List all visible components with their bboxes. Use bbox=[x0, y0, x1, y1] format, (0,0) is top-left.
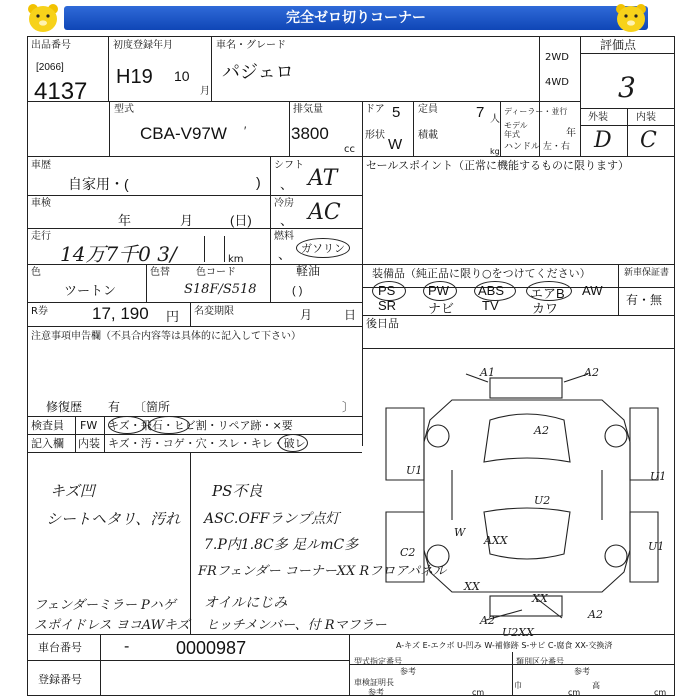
chassis-label: 車台番号 bbox=[38, 641, 82, 654]
diagram-legend: A-キズ E-エクボ U-凹み W-補修跡 S-サビ C-腐食 XX-交換済 bbox=[396, 641, 613, 650]
after-date-label: 後日品 bbox=[366, 317, 399, 330]
registration-month: 10 bbox=[174, 68, 190, 84]
car-damage-diagram bbox=[362, 350, 674, 639]
inspector-row1-items: キズ・飛石・ヒビ割・リペア跡・×要 bbox=[108, 419, 293, 432]
note-right-4: FRフェンダー コーナーXX Rフロアパネル bbox=[198, 564, 447, 579]
shift-label: シフト bbox=[274, 160, 304, 171]
aircon-label: 冷房 bbox=[274, 198, 294, 209]
equip-ps: PS bbox=[378, 283, 396, 298]
color-code-label: 色コード bbox=[196, 267, 236, 278]
dims-height-cm: cm bbox=[654, 688, 667, 697]
load-label: 積載 bbox=[418, 130, 438, 141]
equip-sr: SR bbox=[378, 298, 397, 313]
chassis-number: 0000987 bbox=[176, 638, 247, 658]
model-year-unit: 年 bbox=[566, 128, 576, 139]
exterior-label: 外装 bbox=[588, 112, 608, 123]
usage-label: 車歴 bbox=[31, 160, 51, 171]
displacement-unit: cc bbox=[344, 144, 355, 155]
mark-a2-front: A2 bbox=[584, 366, 599, 379]
repair-value: 有 bbox=[108, 400, 121, 414]
equip-aw: AW bbox=[582, 283, 603, 298]
dims-ref: 参考 bbox=[368, 688, 384, 697]
model-year-sub: 年式 bbox=[504, 130, 520, 139]
fuel-gasoline: ガソリン bbox=[296, 238, 350, 258]
dims-length-label: 車検証明長 bbox=[354, 678, 394, 687]
usage-value: 自家用・( bbox=[68, 176, 129, 192]
equip-pw: PW bbox=[428, 283, 449, 298]
grade-score: 3 bbox=[618, 71, 636, 104]
capacity-value: 7 bbox=[476, 104, 485, 121]
notes-label: 注意事項申告欄（不具合内容等は具体的に記入して下さい） bbox=[31, 331, 301, 342]
registration-number-label: 登録番号 bbox=[38, 673, 82, 686]
fuel-label: 燃料 bbox=[274, 231, 294, 242]
doors-value: 5 bbox=[392, 104, 401, 121]
interior-label: 内装 bbox=[636, 112, 656, 123]
banner-title: 完全ゼロ切りコーナー bbox=[64, 6, 648, 30]
capacity-unit: 人 bbox=[490, 114, 500, 125]
load-unit: kg bbox=[490, 147, 500, 156]
mileage-value: 14万7千0 3/ bbox=[60, 242, 177, 266]
inspection-month: 月 bbox=[180, 213, 194, 228]
category-no-label: 類別区分番号 bbox=[516, 657, 564, 666]
equip-abs: ABS bbox=[478, 283, 505, 298]
type-designation-label: 型式指定番号 bbox=[354, 657, 402, 666]
shift-mark: 、 bbox=[280, 177, 294, 192]
name-change-month: 月 bbox=[300, 308, 313, 322]
inspector-row1-label: 検査員 bbox=[31, 419, 64, 432]
note-right-5: オイルにじみ bbox=[204, 595, 288, 611]
warranty-value: 有・無 bbox=[626, 293, 663, 307]
inspector-row1-code: FW bbox=[80, 419, 98, 432]
exterior-grade: D bbox=[594, 128, 612, 153]
inspection-day: (日) bbox=[230, 213, 252, 228]
body-shape: W bbox=[388, 136, 403, 153]
equip-navi: ナビ bbox=[428, 301, 455, 316]
mark-c2: C2 bbox=[400, 546, 416, 559]
lot-number: 4137 bbox=[34, 78, 88, 105]
lot-sub-code: [2066] bbox=[36, 62, 64, 73]
note-left-1: キズ凹 bbox=[50, 482, 95, 500]
mark-axx: AXX bbox=[484, 534, 508, 547]
mark-u1-right: U1 bbox=[650, 470, 667, 483]
registration-label: 初度登録年月 bbox=[113, 40, 173, 51]
mark-u2-roof: U2 bbox=[534, 494, 551, 507]
equip-leather: カワ bbox=[532, 301, 559, 316]
name-change-day: 日 bbox=[344, 308, 357, 322]
mileage-unit: km bbox=[228, 254, 244, 265]
color-label: 色 bbox=[31, 267, 41, 278]
note-left-2: シートヘタリ、汚れ bbox=[46, 510, 181, 528]
mark-xx-rear-left: XX bbox=[464, 580, 480, 593]
note-right-2: ASC.OFFランプ点灯 bbox=[204, 511, 340, 527]
repair-label: 修復歴 bbox=[46, 400, 83, 414]
bear-mascot-icon bbox=[612, 2, 650, 34]
aircon-value: AC bbox=[308, 200, 341, 225]
rebate-unit: 円 bbox=[166, 309, 180, 324]
grade-label: 評価点 bbox=[600, 38, 637, 52]
usage-close: ) bbox=[256, 174, 261, 190]
color-code: S18F/S518 bbox=[184, 282, 257, 297]
interior-grade: C bbox=[640, 128, 657, 153]
equipment-label: 装備品（純正品に限り○をつけてください） bbox=[372, 267, 591, 280]
mark-a2-rear: A2 bbox=[588, 608, 603, 621]
category-no-ref: 参考 bbox=[574, 667, 590, 676]
equip-airbag: エアB bbox=[530, 286, 565, 301]
dims-height-label: 高 bbox=[592, 681, 600, 690]
model-year-label: モデル bbox=[504, 121, 528, 130]
doors-label: ドア bbox=[365, 104, 385, 115]
equip-tv: TV bbox=[482, 298, 499, 313]
model-code-mark: ′ bbox=[244, 124, 247, 138]
name-change-label: 名変期限 bbox=[194, 306, 234, 317]
shift-value: AT bbox=[308, 166, 338, 191]
mark-a2-hood: A2 bbox=[534, 424, 549, 437]
mark-a2-rear-left: A2 bbox=[480, 614, 495, 627]
dims-length-cm: cm bbox=[472, 688, 485, 697]
registration-era-year: H19 bbox=[116, 66, 153, 88]
registration-month-unit: 月 bbox=[200, 86, 210, 97]
capacity-label: 定員 bbox=[418, 104, 438, 115]
sales-point-label: セールスポイント（正常に機能するものに限ります） bbox=[366, 159, 630, 172]
note-right-1: PS不良 bbox=[212, 482, 263, 500]
inspector-row2-label: 記入欄 bbox=[31, 437, 64, 450]
inspector-row2-items: キズ・汚・コゲ・穴・スレ・キレ・破レ bbox=[108, 437, 306, 450]
chassis-prefix: - bbox=[124, 638, 130, 655]
bear-mascot-icon bbox=[24, 2, 62, 34]
model-code: CBA-V97W bbox=[140, 124, 227, 143]
mark-w: W bbox=[454, 526, 466, 539]
warranty-label: 新車保証書 bbox=[624, 268, 670, 278]
drive-4wd: 4WD bbox=[545, 77, 569, 88]
displacement-label: 排気量 bbox=[293, 104, 323, 115]
mark-xx-rear: XX bbox=[532, 592, 548, 605]
fuel-diesel: 軽油 bbox=[296, 264, 321, 278]
mark-u1-rear-right: U1 bbox=[648, 540, 665, 553]
fuel-mark: 、 bbox=[278, 247, 292, 262]
mileage-label: 走行 bbox=[31, 231, 51, 242]
note-bottom-3: ヒッチメンバー、付 Rマフラー bbox=[206, 618, 387, 633]
rebate-value: 17, 190 bbox=[92, 304, 149, 323]
type-designation-ref: 参考 bbox=[400, 667, 416, 676]
color-change-label: 色替 bbox=[150, 267, 170, 278]
aircon-mark: 、 bbox=[280, 213, 294, 228]
rebate-label: R券 bbox=[31, 306, 48, 317]
dims-width-cm: cm bbox=[568, 688, 581, 697]
model-name: パジェロ bbox=[222, 62, 294, 82]
inspection-label: 車検 bbox=[31, 198, 51, 209]
mark-a1-front: A1 bbox=[480, 366, 495, 379]
color-value: ツートン bbox=[64, 283, 117, 298]
dims-width-label: 巾 bbox=[514, 681, 522, 690]
displacement-value: 3800 bbox=[291, 124, 329, 143]
note-bottom-1: フェンダーミラー Pハゲ bbox=[34, 598, 176, 613]
drive-2wd: 2WD bbox=[545, 52, 569, 63]
dealer-label: ディーラー・並行 bbox=[504, 107, 568, 116]
note-bottom-2: スポイドレス ヨコAWキズ bbox=[34, 618, 190, 633]
inspection-year: 年 bbox=[118, 213, 132, 228]
lot-label: 出品番号 bbox=[31, 40, 71, 51]
body-shape-label: 形状 bbox=[365, 130, 385, 141]
inspector-row2-code: 内装 bbox=[78, 437, 100, 450]
model-name-label: 車名・グレード bbox=[216, 40, 286, 51]
model-code-label: 型式 bbox=[114, 104, 134, 115]
fuel-other: ( ) bbox=[292, 285, 303, 297]
handle-label: ハンドル 左・右 bbox=[504, 142, 570, 152]
note-right-3: 7.P内1.8C多 足ルmC多 bbox=[204, 537, 359, 553]
mark-u1-left: U1 bbox=[406, 464, 423, 477]
repair-bracket: 〔箇所 bbox=[134, 400, 171, 414]
mark-u2xx: U2XX bbox=[502, 626, 534, 639]
